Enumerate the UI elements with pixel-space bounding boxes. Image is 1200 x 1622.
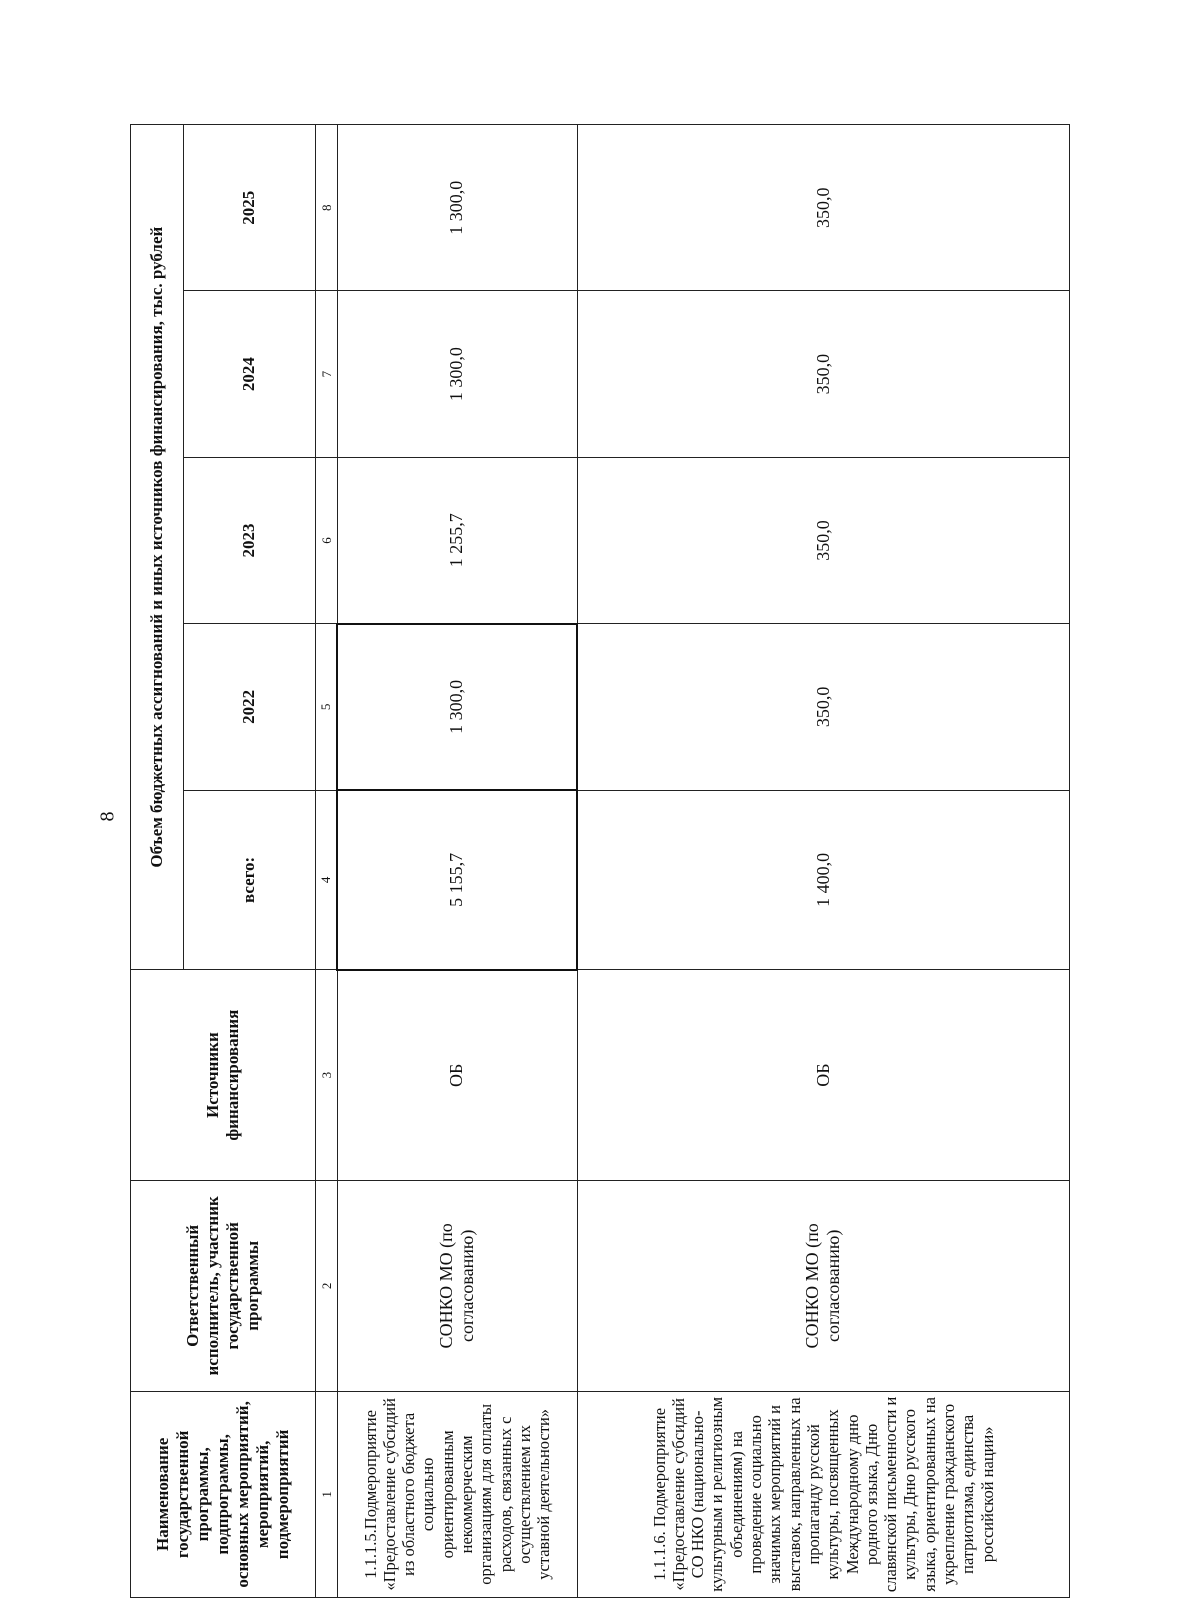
column-number: 2 (316, 1180, 338, 1391)
financing-table (130, 124, 1070, 1598)
row-total: 5 155,7 (337, 790, 577, 970)
column-numbers-row (316, 125, 338, 1598)
header-source: Источники финансирования (131, 970, 316, 1181)
header-volume: Объем бюджетных ассигнований и иных источников финансирования, тыс. рублей (131, 125, 184, 970)
row-2024: 350,0 (577, 291, 1070, 457)
column-number: 4 (316, 790, 338, 970)
row-2024: 1 300,0 (337, 291, 577, 457)
row-name: 1.1.1.5.Подмероприятие «Предоставление субсидий из областного бюджета социально ориентированным некоммерческим организациям для оплаты расходов, связанных с осуществлением их уставной деятельности» (337, 1391, 577, 1597)
header-2025: 2025 (184, 125, 316, 291)
column-number: 3 (316, 970, 338, 1181)
header-2022: 2022 (184, 624, 316, 790)
column-number: 8 (316, 125, 338, 291)
page-number: 8 (96, 811, 119, 822)
row-name: 1.1.1.6. Подмероприятие «Предоставление субсидий СО НКО (национально-культурным и религиозным объединениям) на проведение социально значимых мероприятий и выставок, направленных на пропаганду русской культуры, посвященных Международному дню родного языка, Дню славянской письменности и культуры, Дню русского языка, ориентированных на укрепление гражданского патриотизма, единства российской нации» (577, 1391, 1070, 1597)
column-number: 7 (316, 291, 338, 457)
row-2023: 350,0 (577, 457, 1070, 623)
row-2025: 1 300,0 (337, 125, 577, 291)
table-row (337, 125, 577, 1598)
header-total: всего: (184, 790, 316, 970)
column-number: 6 (316, 457, 338, 623)
header-row-top (131, 125, 184, 1598)
header-2023: 2023 (184, 457, 316, 623)
row-2022: 350,0 (577, 624, 1070, 790)
column-number: 5 (316, 624, 338, 790)
row-2022: 1 300,0 (337, 624, 577, 790)
header-2024: 2024 (184, 291, 316, 457)
row-2023: 1 255,7 (337, 457, 577, 623)
header-name: Наименование государственной программы, подпрограммы, основных мероприятий, мероприятий, подмероприятий (131, 1391, 316, 1597)
row-executor: СОНКО МО (по согласованию) (577, 1180, 1070, 1391)
row-source: ОБ (337, 970, 577, 1181)
row-source: ОБ (577, 970, 1070, 1181)
row-2025: 350,0 (577, 125, 1070, 291)
row-executor: СОНКО МО (по согласованию) (337, 1180, 577, 1391)
table-row (577, 125, 1070, 1598)
financing-table-sheet (130, 124, 1070, 1598)
column-number: 1 (316, 1391, 338, 1597)
header-executor: Ответственный исполнитель, участник государственной программы (131, 1180, 316, 1391)
row-total: 1 400,0 (577, 790, 1070, 970)
